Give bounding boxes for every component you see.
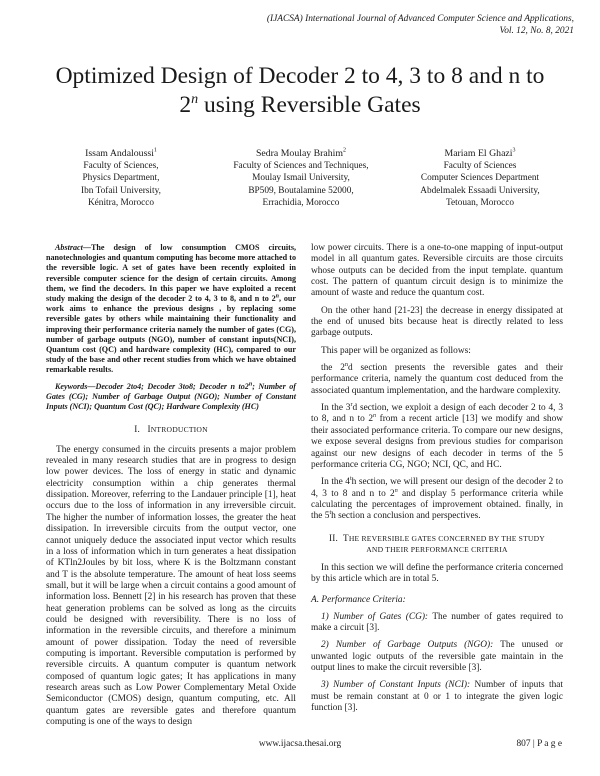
author-block	[36, 148, 564, 234]
author-affiliation-line: Faculty of Sciences	[443, 161, 517, 172]
text-run: h section, we will present our design of the decoder 2 to 4, 3 to 8 and n to 2	[311, 477, 563, 499]
abstract-lead: Abstract	[55, 243, 83, 252]
author-1	[36, 148, 206, 209]
criterion-lead: 3) Number of Constant Inputs (NCI):	[321, 680, 471, 691]
author-affiliation-line: Faculty of Sciences and Techniques,	[233, 161, 369, 172]
author-affiliation-line: Physics Department,	[82, 173, 160, 184]
criterion-text: Number of inputs that must be remain constant at 0 or 1 to integrate the given logic function [3].	[311, 680, 563, 714]
paragraph: In this section we will define the performance criteria concerned by this article which are in total 5.	[311, 562, 563, 584]
author-name: Mariam El Ghazi	[444, 148, 513, 159]
ordinal-sup: n	[344, 361, 348, 368]
journal-volume: Vol. 12, No. 8, 2021	[499, 25, 574, 36]
text-run: d section presents the reversible gates and their performance criteria, namely the quantum cost deduced from the associated quantum implementation, and the hardware complexity.	[311, 363, 563, 396]
section-first-letter: I	[147, 424, 151, 435]
text-run: h section a conclusion and perspectives.	[331, 511, 481, 522]
title-line1: Optimized Design of Decoder 2 to 4, 3 to 8 and n to	[55, 63, 545, 89]
criterion-lead: 2) Number of Garbage Outputs (NGO):	[321, 640, 494, 651]
footer-url: www.ijacsa.thesai.org	[258, 739, 342, 749]
exponent-sup: n	[394, 487, 398, 494]
author-affil-mark: 1	[153, 147, 157, 154]
author-affil-mark: 3	[512, 147, 516, 154]
journal-header	[267, 14, 574, 37]
footer-page-number: 807 | P a g e	[516, 739, 562, 749]
criterion-lead: 1) Number of Gates (CG):	[321, 611, 429, 622]
author-name: Sedra Moulay Brahim	[255, 148, 344, 159]
paper-title	[30, 62, 570, 120]
criterion-item	[311, 612, 563, 635]
keywords-text: —Decoder 2to4; Decoder 3to8; Decoder n to2	[87, 381, 249, 391]
text-run: the 2	[321, 363, 345, 374]
left-column	[46, 243, 296, 728]
section-numeral: I.	[134, 424, 140, 435]
author-affiliation-line: Faculty of Sciences,	[83, 161, 159, 172]
abstract-dash: —	[82, 243, 91, 252]
title-rest: using Reversible Gates	[198, 92, 421, 118]
paragraph	[311, 403, 563, 471]
ordinal-sup: t	[349, 476, 352, 483]
text-run: d section, we exploit a design of each decoder 2 to 4, 3 to 8, and n to 2	[311, 403, 563, 425]
criterion-item	[311, 640, 563, 674]
author-affiliation-line: Ibn Tofail University,	[81, 185, 161, 196]
author-affiliation-line: Errachidia, Morocco	[262, 197, 340, 208]
text-run: In the 3	[321, 403, 351, 414]
abstract	[46, 243, 296, 376]
author-3	[396, 148, 564, 209]
paragraph: This paper will be organized as follows:	[321, 345, 471, 356]
author-affil-mark: 2	[343, 147, 347, 154]
subsection-heading: A. Performance Criteria:	[311, 595, 406, 606]
section-heading-introduction	[46, 424, 296, 436]
exponent-sup: n	[373, 413, 377, 420]
author-affiliation-line: Tetouan, Morocco	[445, 197, 515, 208]
intro-paragraph: The energy consumed in the circuits presents a major problem revealed in many research studies that are in progress to design low power devices. The loss of energy in static and dynamic electricity consumption within a chip generates thermal dissipation. Moreover, referring to the Landauer principle [1], heat occurs due to the loss of information in any irreversible circuit. The higher the number of information losses, the greater the heat dissipation. In irreversible circuits from the output vector, one cannot uniquely deduce the associated input vector which results in a loss of information which in turn generates a heat dissipation of KTln2Joules by bit loss, where K is the Boltzmann constant and T is the absolute temperature. The amount of heat loss seems small, but it will be large when a circuit contains a good amount of information loss. Bennett [2] in his research has proven that these heat generation problems can be solved as long as the circuits could be designed with reversibility. There is no loss of information in the reversible circuits, and therefore a minimum amount of power dissipation. Today the need of reversible computing is important. Reversible computation is performed by reversible circuits. A quantum computer is quantum network composed of quantum logic gates; It has applications in many research areas such as Low Power Complementary Metal Oxide Semiconductor (CMOS) design, quantum computing, etc. All quantum gates are reversible gates and therefore quantum computing is one of the ways to design	[46, 444, 296, 727]
abstract-text-cont: , our work aims to enhance the previous designs , by replacing some reversible gates by others while maintaining their functionality and improving their performance criteria namely the number of gates (CG), number of garbage outputs (NGO), number of constant inputs(NCI), Quantum cost (QC) and hardware complexity (HC), compared to our study of the base and other recent studies from which we have obtained remarkable results.	[46, 294, 296, 375]
ordinal-sup: r	[350, 402, 353, 409]
paragraph	[311, 363, 563, 397]
text-run: In the 4	[321, 477, 350, 488]
text-run: from a recent article [13] we modify and show their associated performance criteria. To compare our new designs, we expose several designs from previous studies for comparison against our new designs of each decoder in terms of the 5 performance criteria CG, NGO; NCI, QC, and HC.	[311, 414, 563, 470]
paragraph-continued: low power circuits. There is a one-to-one mapping of input-output model in all quantum gates. Reversible circuits are those circuits whose outputs can be decided from the input template. quantum cost. The pattern of quantum circuit design is to minimize the amount of waste and reduce the quantum cost.	[311, 243, 563, 299]
author-affiliation-line: BP509, Boutalamine 52000,	[248, 185, 354, 196]
journal-name: (IJACSA) International Journal of Advanced Computer Science and Applications,	[266, 14, 574, 24]
criterion-text: The unused or unwanted logic outputs of the reversible gate maintain in the output lines to make the circuit reversible [3].	[311, 640, 563, 674]
author-affiliation-line: Kénitra, Morocco	[87, 197, 155, 208]
ordinal-sup: t	[329, 510, 332, 517]
section-heading-reversible-gates	[311, 533, 563, 556]
abstract-exponent: n	[275, 293, 280, 300]
author-affiliation-line: Abdelmalek Essaadi University,	[420, 185, 540, 196]
paragraph	[311, 477, 563, 522]
keywords-text-cont: ; Number of Gates (CG); Number of Garbage Output (NGO); Number of Constant Inputs (NCI); Quantum Cost (QC); Hardware Complexity (HC)	[46, 381, 296, 412]
author-name: Issam Andaloussi	[85, 148, 154, 159]
title-exponent: n	[191, 92, 199, 108]
author-affiliation-line: Computer Sciences Department	[420, 173, 540, 184]
criterion-text: The number of gates required to make a circuit [3].	[311, 611, 564, 633]
paragraph: On the other hand [21-23] the decrease in energy dissipated at the end of unused bits because heat is directly related to less garbage outputs.	[311, 305, 563, 339]
author-affiliation-line: Moulay Ismail University,	[252, 173, 350, 184]
section-title-rest: HE REVERSIBLE GATES CONCERNED BY THE STUDY	[348, 533, 545, 543]
criterion-item	[311, 680, 563, 714]
keywords-lead: Keywords	[55, 381, 88, 391]
author-2	[211, 148, 391, 209]
text-run: and display 5 performance criteria while calculating the percentages of improvement obtained. finally, in the 5	[311, 488, 563, 522]
abstract-text: The design of low consumption CMOS circuits, nanotechnologies and quantum computing has become more attached to the reversible logic. A set of gates have been recently exploited in reversible computer science for the design of certain circuits. Among them, we find the decoders. In this paper we have exploited a recent study making the design of the decoder 2 to 4, 3 to 8, and n to 2	[46, 243, 296, 304]
title-base: 2	[179, 92, 192, 118]
keywords-exponent: n	[248, 380, 253, 387]
section-title-line2: AND THEIR PERFORMANCE CRITERIA	[366, 545, 508, 555]
section-title-rest: NTRODUCTION	[150, 425, 208, 435]
right-column	[311, 243, 563, 714]
section-first-letter: T	[343, 532, 349, 543]
section-numeral: II.	[329, 532, 339, 543]
keywords	[46, 382, 296, 413]
